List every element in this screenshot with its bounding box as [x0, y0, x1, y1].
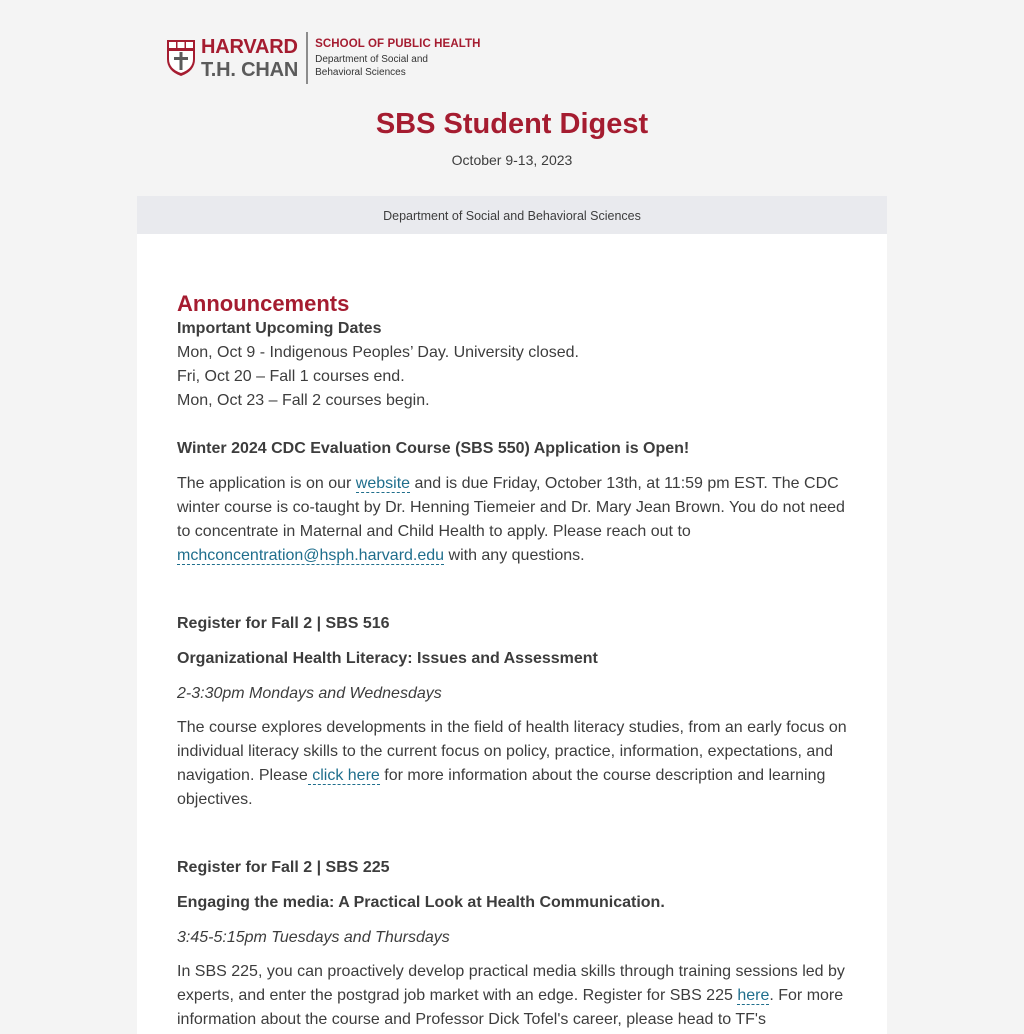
sbs225-heading: Register for Fall 2 | SBS 225	[177, 859, 390, 876]
sbs516-schedule: 2-3:30pm Mondays and Wednesdays	[177, 685, 442, 702]
school-dept-line1: Department of Social and	[315, 53, 428, 65]
sbs225-paragraph: In SBS 225, you can proactively develop practical media skills through training sessions led by experts, and enter the postgrad job market with an edge. Register for SBS 225 here. For more information about the course and Professor Dick Tofel's career, please head to TF's	[177, 963, 845, 1028]
email-link[interactable]: mchconcentration@hsph.harvard.edu	[177, 547, 445, 564]
sbs516-title: Organizational Health Literacy: Issues and Assessment	[177, 650, 598, 667]
content-card	[137, 234, 887, 1034]
announcements-section	[177, 291, 849, 1032]
digest-title: SBS Student Digest	[375, 108, 649, 140]
department-bar: Department of Social and Behavioral Sciences	[137, 196, 887, 234]
harvard-chan-logo	[166, 31, 481, 85]
logo-wordmark-harvard: HARVARD	[201, 35, 298, 58]
digest-date: October 9-13, 2023	[451, 152, 573, 168]
date-item: Mon, Oct 23 – Fall 2 courses begin.	[177, 392, 430, 409]
announcements-heading: Announcements	[177, 291, 350, 316]
school-dept-line2: Behavioral Sciences	[315, 66, 406, 78]
sbs516-heading: Register for Fall 2 | SBS 516	[177, 615, 390, 632]
click-here-link[interactable]: click here	[307, 767, 380, 784]
here-link[interactable]: here	[737, 987, 770, 1004]
sbs516-paragraph: The course explores developments in the field of health literacy studies, from an early focus on individual literacy skills to the current focus on policy, practice, information, expectations, and navigation. Please click here for more information about the course description and learning objectives.	[177, 719, 847, 808]
website-link[interactable]: website	[355, 475, 411, 492]
harvard-shield-icon	[166, 39, 196, 77]
school-title: SCHOOL OF PUBLIC HEALTH	[315, 37, 481, 50]
date-item: Mon, Oct 9 - Indigenous Peoples’ Day. University closed.	[177, 344, 579, 361]
date-item: Fri, Oct 20 – Fall 1 courses end.	[177, 368, 405, 385]
cdc-heading: Winter 2024 CDC Evaluation Course (SBS 550) Application is Open!	[177, 440, 690, 457]
sbs225-schedule: 3:45-5:15pm Tuesdays and Thursdays	[177, 929, 450, 946]
cdc-paragraph: The application is on our website and is due Friday, October 13th, at 11:59 pm EST. The CDC winter course is co-taught by Dr. Henning Tiemeier and Dr. Mary Jean Brown. You do not need to concentrate in Maternal and Child Health to apply. Please reach out to mchconcentration@hsph.harvard.edu with any questions.	[177, 475, 845, 564]
sbs225-title: Engaging the media: A Practical Look at Health Communication.	[177, 894, 665, 911]
dates-heading: Important Upcoming Dates	[177, 320, 382, 337]
logo-divider	[306, 32, 308, 84]
logo-wordmark-chan: T.H. CHAN	[201, 58, 299, 81]
